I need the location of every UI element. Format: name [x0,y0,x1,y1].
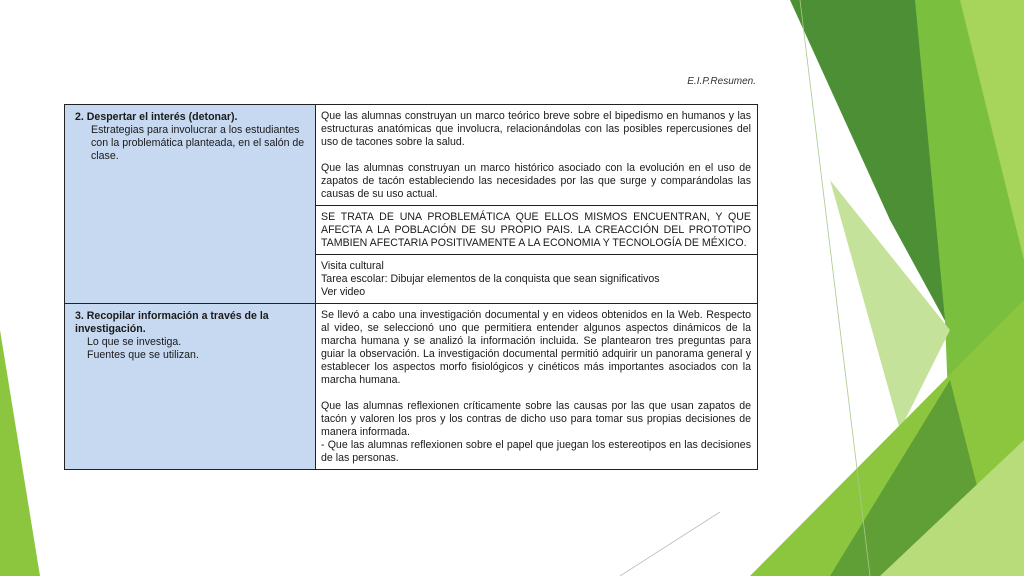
step-2-cell [65,105,316,304]
step-3-title: 3. Recopilar información a través de la investigación. [75,310,269,335]
step-3-cell [65,304,316,470]
eip-table [64,104,758,470]
paragraph: Que las alumnas construyan un marco teórico breve sobre el bipedismo en humanos y las estructuras anatómicas que involucra, relacionándolas con las posibles repercusiones del uso de tacones sobre la salud. [321,110,751,148]
thin-line [620,512,720,576]
green-shard-left [0,330,40,576]
step-3-item: Lo que se investiga. [87,336,182,348]
document-header: E.I.P.Resumen. [687,76,756,87]
activity-item: Ver video [321,286,366,298]
problem-statement-cell [316,206,758,255]
paragraph: Que las alumnas reflexionen críticamente sobre las causas por las que usan zapatos de tacón y valoren los pros y los contras de dicho uso para tomar sus propias decisiones de manera informada. [321,400,751,438]
step-2-title: 2. Despertar el interés (detonar). [75,111,238,123]
activities-cell [316,255,758,304]
table-row [65,105,758,206]
paragraph: - Que las alumnas reflexionen sobre el papel que juegan los estereotipos en las decisiones de las personas. [321,439,751,464]
objectives-cell [316,105,758,206]
paragraph: SE TRATA DE UNA PROBLEMÁTICA QUE ELLOS MISMOS ENCUENTRAN, Y QUE AFECTA A LA POBLACIÓN DE SU PROPIO PAIS. LA CREACCIÓN DEL PROTOTIPO TAMBIEN AFECTARIA POSITIVAMENTE A LA ECONOMIA Y TECNOLOGÍA DE MÉXICO. [321,211,751,249]
table-row [65,304,758,470]
activity-item: Tarea escolar: Dibujar elementos de la conquista que sean significativos [321,273,660,285]
paragraph: Se llevó a cabo una investigación documental y en videos obtenidos en la Web. Respecto al video, se seleccionó uno que permitiera entender algunos aspectos dinámicos de la marcha humana y se analizó la información incluida. Se plantearon tres preguntas para guiar la observación. La investigación documental permitió adquirir un panorama general y establecer los aspectos morfo fisiológicos y cinéticos más importantes asociados con la marcha humana. [321,309,751,386]
research-cell [316,304,758,470]
step-3-item: Fuentes que se utilizan. [87,349,199,361]
step-2-description: Estrategias para involucrar a los estudiantes con la problemática planteada, en el salón de clase. [91,124,305,162]
paragraph: Que las alumnas construyan un marco histórico asociado con la evolución en el uso de zapatos de tacón estableciendo las necesidades por las que surge y comparándolas las causas de su uso actual. [321,162,751,200]
activity-item: Visita cultural [321,260,384,272]
